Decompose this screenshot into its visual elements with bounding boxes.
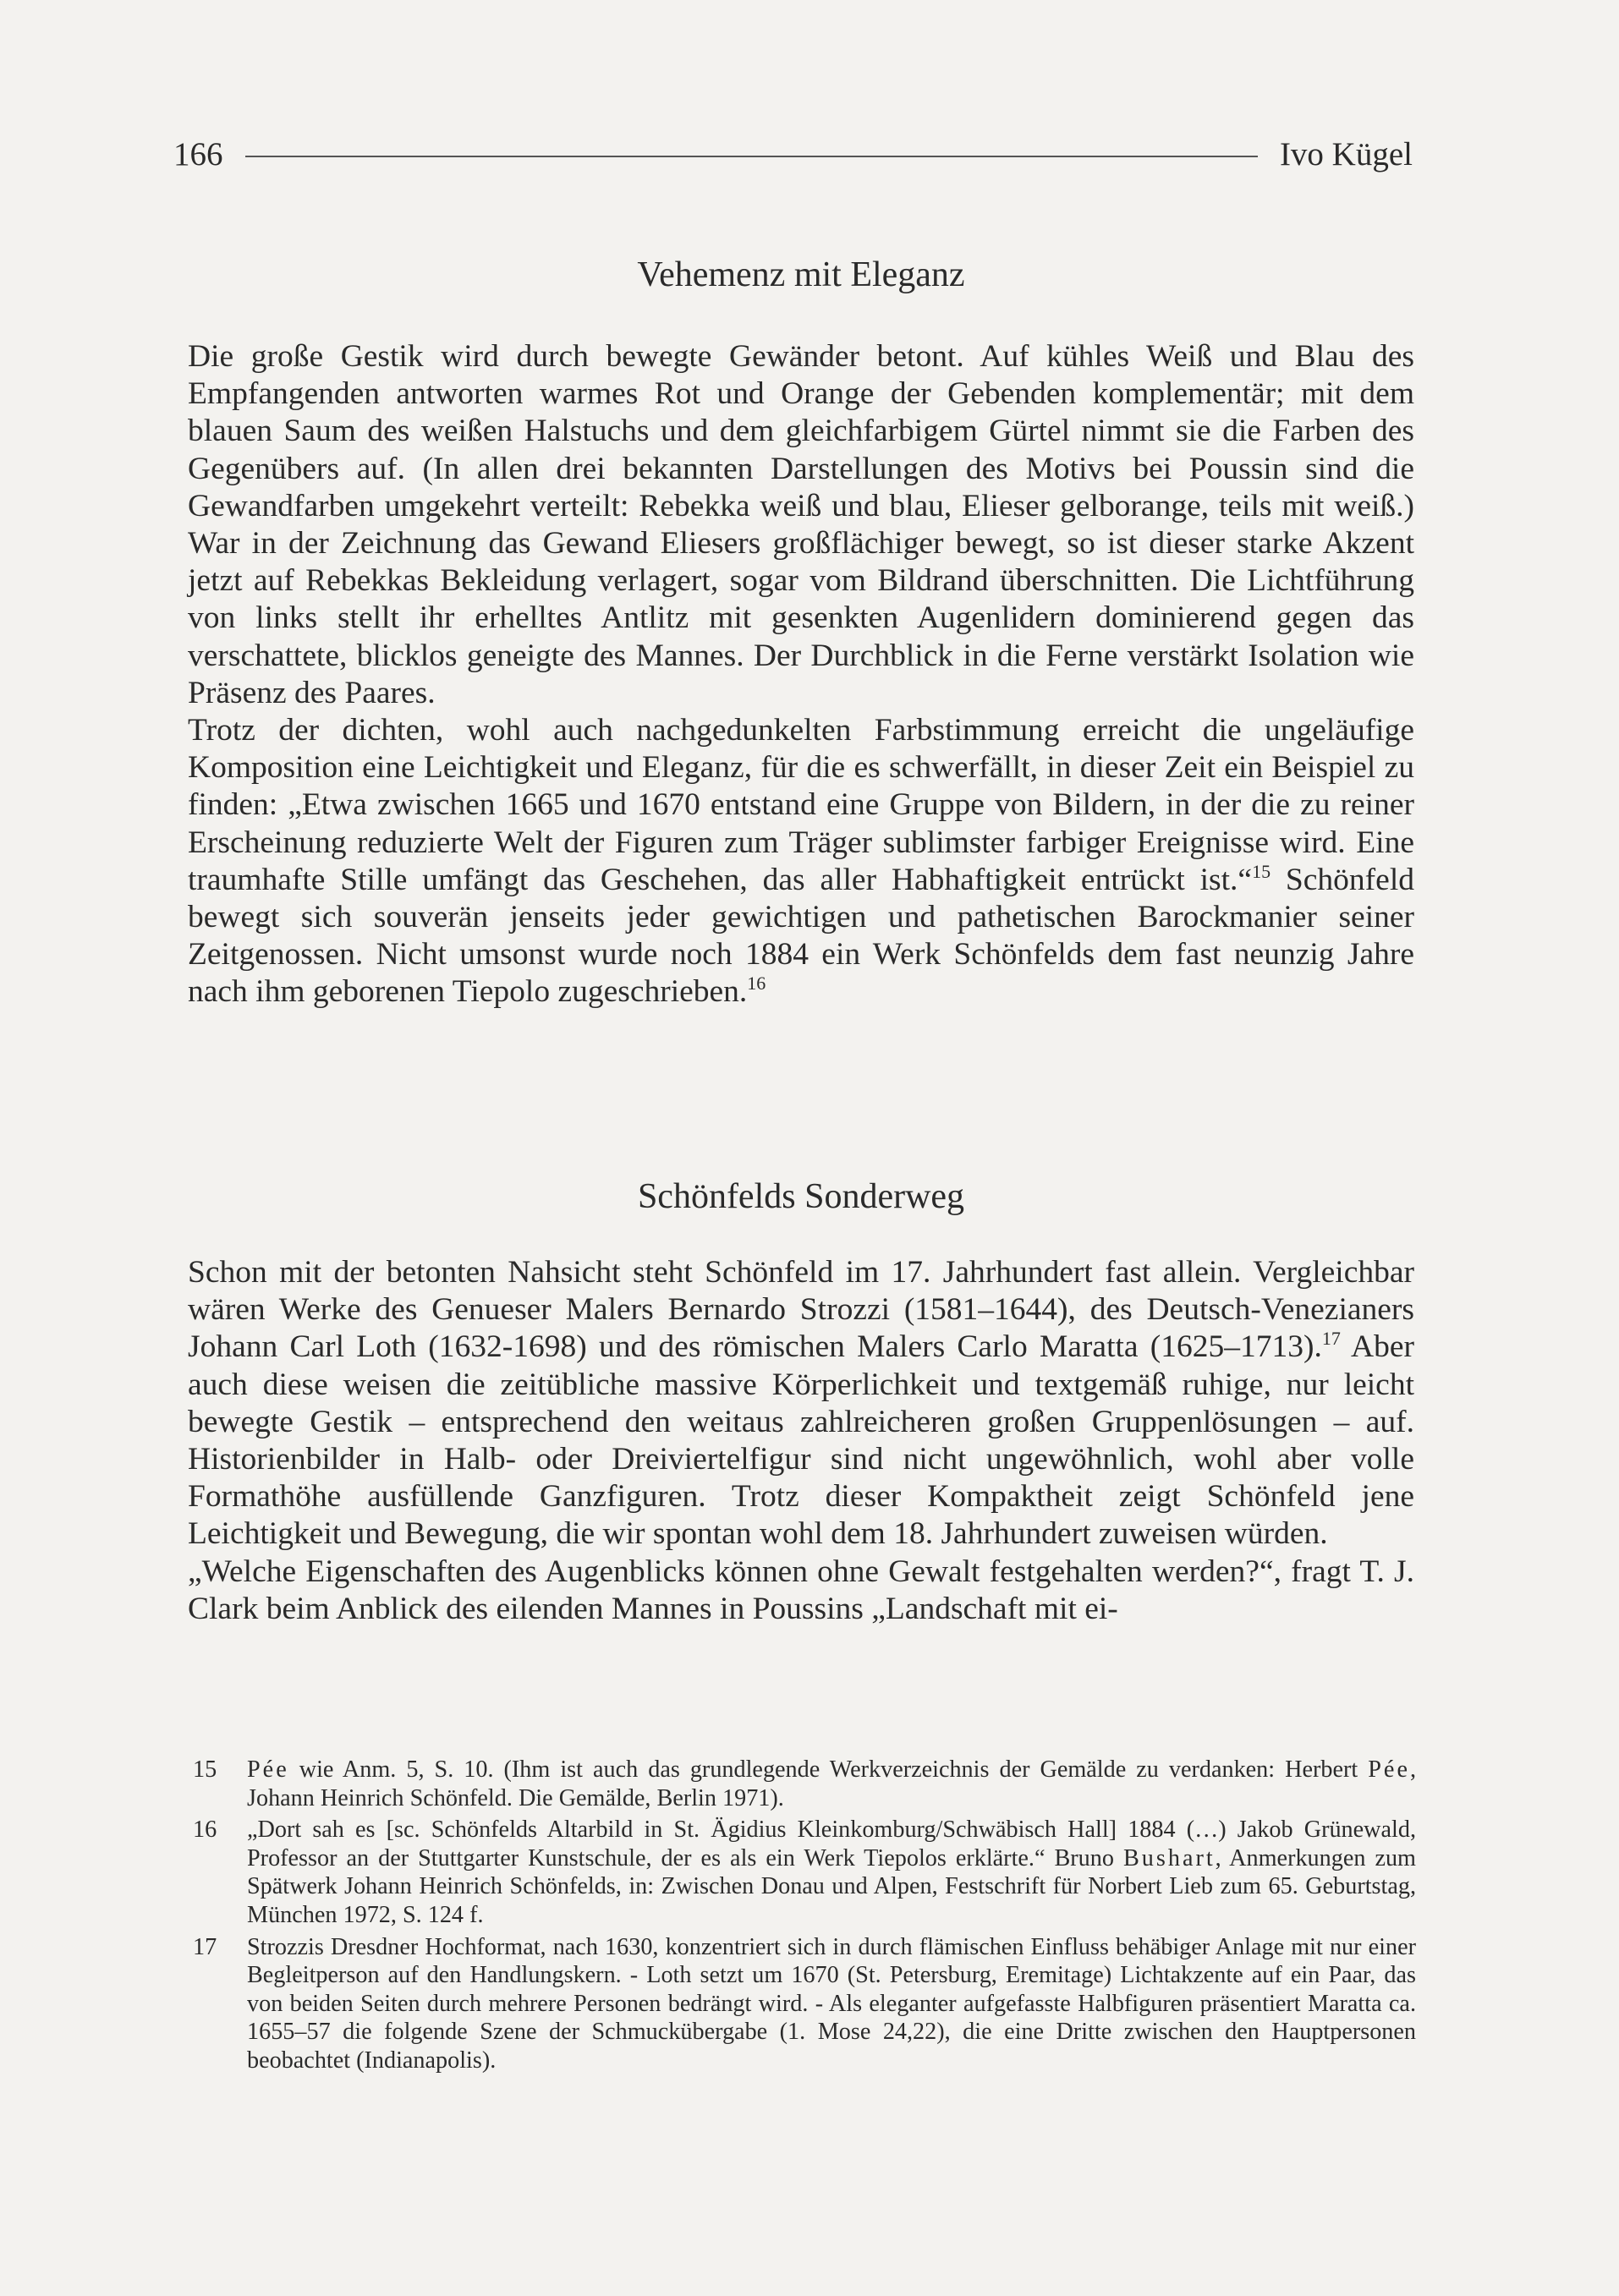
section-heading-vehemenz: Vehemenz mit Eleganz [637,255,965,294]
page-number: 166 [173,136,223,173]
footnote-text: Pée wie Anm. 5, S. 10. (Ihm ist auch das grundlegende Werkverzeichnis der Gemälde zu verdanken: Herbert Pée, Johann Heinrich Schönfeld. Die Gemälde, Berlin 1971). [247,1756,1416,1811]
footnote-ref[interactable]: 16 [747,973,766,995]
running-author: Ivo Kügel [1279,136,1413,173]
paragraph [188,712,1414,1011]
section-body-sonderweg [188,1254,1414,1628]
paragraph-text: Schon mit der betonten Nahsicht steht Schönfeld im 17. Jahrhundert fast allein. Vergleichbar wären Werke des Genueser Malers Bernardo Strozzi (1581–1644), des Deutsch-Venezianers Johann Carl Loth (1632-1698) und des römischen Malers Carlo Maratta (1625–1713). [188,1255,1414,1365]
section-heading-sonderweg: Schönfelds Sonderweg [637,1177,965,1216]
paragraph [188,1254,1414,1553]
footnote-ref[interactable]: 17 [1321,1328,1341,1350]
footnote-16 [193,1816,1416,1929]
paragraph: „Welche Eigenschaften des Augenblicks können ohne Gewalt festgehalten werden?“, fragt T. J. Clark beim Anblick des eilenden Mannes in Poussins „Landschaft mit ei- [188,1553,1414,1626]
footnote-15 [193,1756,1416,1812]
paragraph-text: Trotz der dichten, wohl auch nachgedunkelten Farbstimmung erreicht die ungeläufige Komposition eine Leichtigkeit und Eleganz, für die es schwerfällt, in dieser Zeit ein Beispiel zu finden: „Etwa zwischen 1665 und 1670 entstand eine Gruppe von Bildern, in der die zu reiner Erscheinung reduzierte Welt der Figuren zum Träger sublimster farbiger Ereignisse wird. Eine traumhafte Stille umfängt das Geschehen, das aller Habhaftigkeit entrückt ist.“ [188,713,1414,897]
paragraph: Die große Gestik wird durch bewegte Gewänder betont. Auf kühles Weiß und Blau des Empfangenden antworten warmes Rot und Orange der Gebenden komplementär; mit dem blauen Saum des weißen Halstuchs und dem gleichfarbigem Gürtel nimmt sie die Farben des Gegenübers auf. (In allen drei bekannten Darstellungen des Motivs bei Poussin sind die Gewandfarben umgekehrt verteilt: Rebekka weiß und blau, Elieser gelborange, teils mit weiß.) War in der Zeichnung das Gewand Eliesers großflächiger bewegt, so ist dieser starke Akzent jetzt auf Rebekkas Bekleidung verlagert, sogar vom Bildrand überschnitten. Die Lichtführung von links stellt ihr erhelltes Antlitz mit gesenkten Augenlidern dominierend gegen das verschattete, blicklos geneigte des Mannes. Der Durchblick in die Ferne verstärkt Isolation wie Präsenz des Paares. [188,339,1414,710]
header-rule [245,156,1258,157]
footnote-number: 15 [193,1756,217,1783]
section-body-vehemenz [188,338,1414,1011]
footnote-ref[interactable]: 15 [1252,860,1271,882]
footnote-text: „Dort sah es [sc. Schönfelds Altarbild in St. Ägidius Kleinkomburg/Schwäbisch Hall] 1884 (…) Jakob Grünewald, Professor an der Stuttgarter Kunstschule, der es als ein Werk Tiepolos erklärte.“ Bruno Bushart, Anmerkungen zum Spätwerk Johann Heinrich Schönfelds, in: Zwischen Donau und Alpen, Festschrift für Norbert Lieb zum 65. Geburtstag, München 1972, S. 124 f. [247,1817,1416,1928]
footnote-number: 16 [193,1817,217,1844]
paragraph-text: Schönfeld bewegt sich souverän jenseits jeder gewichtigen und pathetischen Barockmanier seiner Zeitgenossen. Nicht umsonst wurde noch 1884 ein Werk Schönfelds dem fast neunzig Jahre nach ihm geborenen Tiepolo zugeschrieben. [188,862,1414,1010]
footnote-number: 17 [193,1933,217,1960]
paragraph-text: Aber auch diese weisen die zeitübliche massive Körperlichkeit und textgemäß ruhige, nur leicht bewegte Gestik – entsprechend den weitaus zahlreicheren großen Gruppenlösungen – auf. Historienbilder in Halb- oder Dreiviertelfigur sind nicht ungewöhnlich, wohl aber volle Formathöhe ausfüllende Ganzfiguren. Trotz dieser Kompaktheit zeigt Schönfeld jene Leichtigkeit und Bewegung, die wir spontan wohl dem 18. Jahrhundert zuweisen würden. [188,1329,1414,1552]
footnote-17 [193,1933,1416,2075]
footnote-text: Strozzis Dresdner Hochformat, nach 1630, konzentriert sich in durch flämischen Einfluss behäbiger Anlage mit nur einer Begleitperson auf den Handlungskern. - Loth setzt um 1670 (St. Petersburg, Eremitage) Lichtakzente auf ein Paar, das von beiden Seiten durch mehrere Personen bedrängt wird. - Als eleganter aufgefasste Halbfiguren präsentiert Maratta ca. 1655–57 die folgende Szene der Schmuckübergabe (1. Mose 24,22), die eine Dritte zwischen den Hauptpersonen beobachtet (Indianapolis). [247,1933,1416,2074]
running-header [173,135,1413,173]
footnotes [193,1756,1416,2079]
